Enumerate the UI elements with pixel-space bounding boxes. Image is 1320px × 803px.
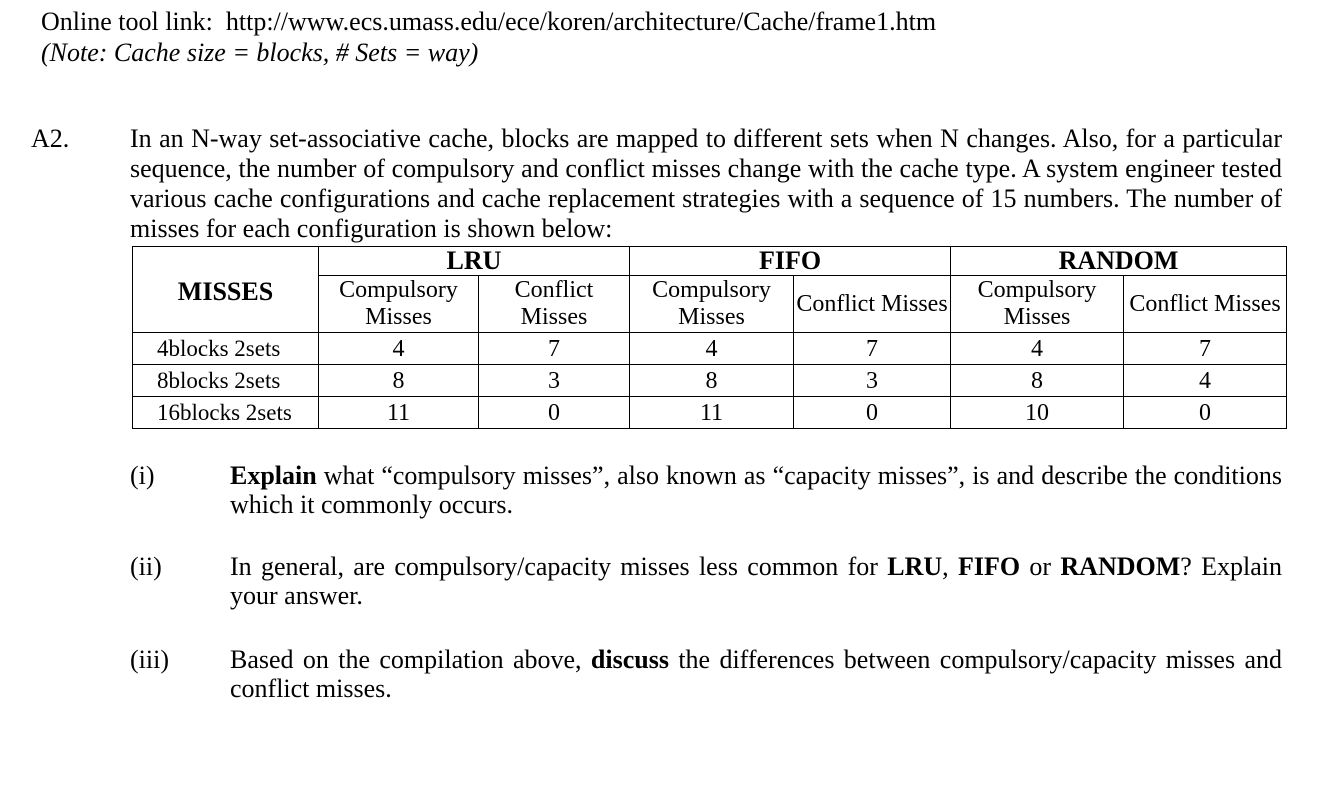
tool-link[interactable]: http://www.ecs.umass.edu/ece/koren/architecture/Cache/frame1.htm — [225, 7, 937, 36]
subquestion-body: what “compulsory misses”, also known as “capacity misses”, is and describe the conditions which it commonly occurs. — [230, 461, 1282, 519]
table-row — [133, 333, 1287, 365]
table-cell: 11 — [319, 397, 479, 429]
group-header-fifo: FIFO — [630, 247, 951, 276]
sub-header-compulsory: Compulsory Misses — [319, 276, 479, 333]
table-cell: 8 — [630, 365, 794, 397]
emphasis-lru: LRU — [887, 552, 943, 581]
subquestion-number: (iii) — [130, 645, 169, 674]
table-row — [133, 365, 1287, 397]
table-cell: 7 — [794, 333, 951, 365]
table-cell: 7 — [1124, 333, 1287, 365]
group-header-random: RANDOM — [951, 247, 1287, 276]
online-tool-line — [41, 6, 1291, 37]
emphasis-text: Explain — [230, 461, 317, 490]
table-cell: 0 — [1124, 397, 1287, 429]
subquestion-number: (ii) — [130, 552, 162, 581]
row-label: 16blocks 2sets — [133, 397, 319, 429]
question-text: In an N-way set-associative cache, blocks are mapped to different sets when N changes. Also, for a particular sequence, the number of compulsory and conflict misses change with the cache type. A system engineer tested various cache configurations and cache replacement strategies with a sequence of 15 numbers. The number of misses for each configuration is shown below: — [130, 124, 1282, 243]
table-cell: 4 — [319, 333, 479, 365]
table-cell: 0 — [794, 397, 951, 429]
subquestion-body: the differences between compulsory/capacity misses and conflict misses. — [230, 645, 1282, 703]
table-cell: 4 — [630, 333, 794, 365]
table-cell: 4 — [1124, 365, 1287, 397]
sub-header-conflict: Conflict Misses — [794, 276, 951, 333]
subquestion-text — [230, 645, 1282, 703]
header — [41, 6, 1291, 68]
table-cell: 0 — [479, 397, 630, 429]
table-cell: 11 — [630, 397, 794, 429]
sub-header-compulsory: Compulsory Misses — [951, 276, 1124, 333]
emphasis-text: discuss — [590, 645, 669, 674]
table-corner-header: MISSES — [133, 247, 319, 333]
row-label: 8blocks 2sets — [133, 365, 319, 397]
table-group-header-row — [133, 247, 1287, 276]
emphasis-random: RANDOM — [1060, 552, 1181, 581]
subquestion-body: ? Explain your answer. — [230, 552, 1282, 610]
question-label: A2. — [31, 124, 70, 153]
row-label: 4blocks 2sets — [133, 333, 319, 365]
group-header-lru: LRU — [319, 247, 630, 276]
subquestion-text — [230, 461, 1282, 519]
misses-table — [132, 246, 1287, 429]
table-cell: 8 — [951, 365, 1124, 397]
subquestion-body: Based on the compilation above, — [230, 645, 591, 674]
table-cell: 8 — [319, 365, 479, 397]
note: (Note: Cache size = blocks, # Sets = way) — [41, 38, 479, 67]
table-cell: 7 — [479, 333, 630, 365]
link-label: Online tool link: — [41, 7, 213, 36]
table-row — [133, 397, 1287, 429]
subquestion-body: In general, are compulsory/capacity misses less common for — [230, 552, 888, 581]
sub-header-conflict: Conflict Misses — [1124, 276, 1287, 333]
table-cell: 3 — [479, 365, 630, 397]
subquestion-body: , — [942, 552, 958, 581]
sub-header-conflict: Conflict Misses — [479, 276, 630, 333]
subquestion-text — [230, 552, 1282, 610]
subquestion-body: or — [1020, 552, 1061, 581]
table-cell: 10 — [951, 397, 1124, 429]
table-cell: 3 — [794, 365, 951, 397]
emphasis-fifo: FIFO — [957, 552, 1021, 581]
subquestion-number: (i) — [130, 461, 155, 490]
sub-header-compulsory: Compulsory Misses — [630, 276, 794, 333]
table-cell: 4 — [951, 333, 1124, 365]
